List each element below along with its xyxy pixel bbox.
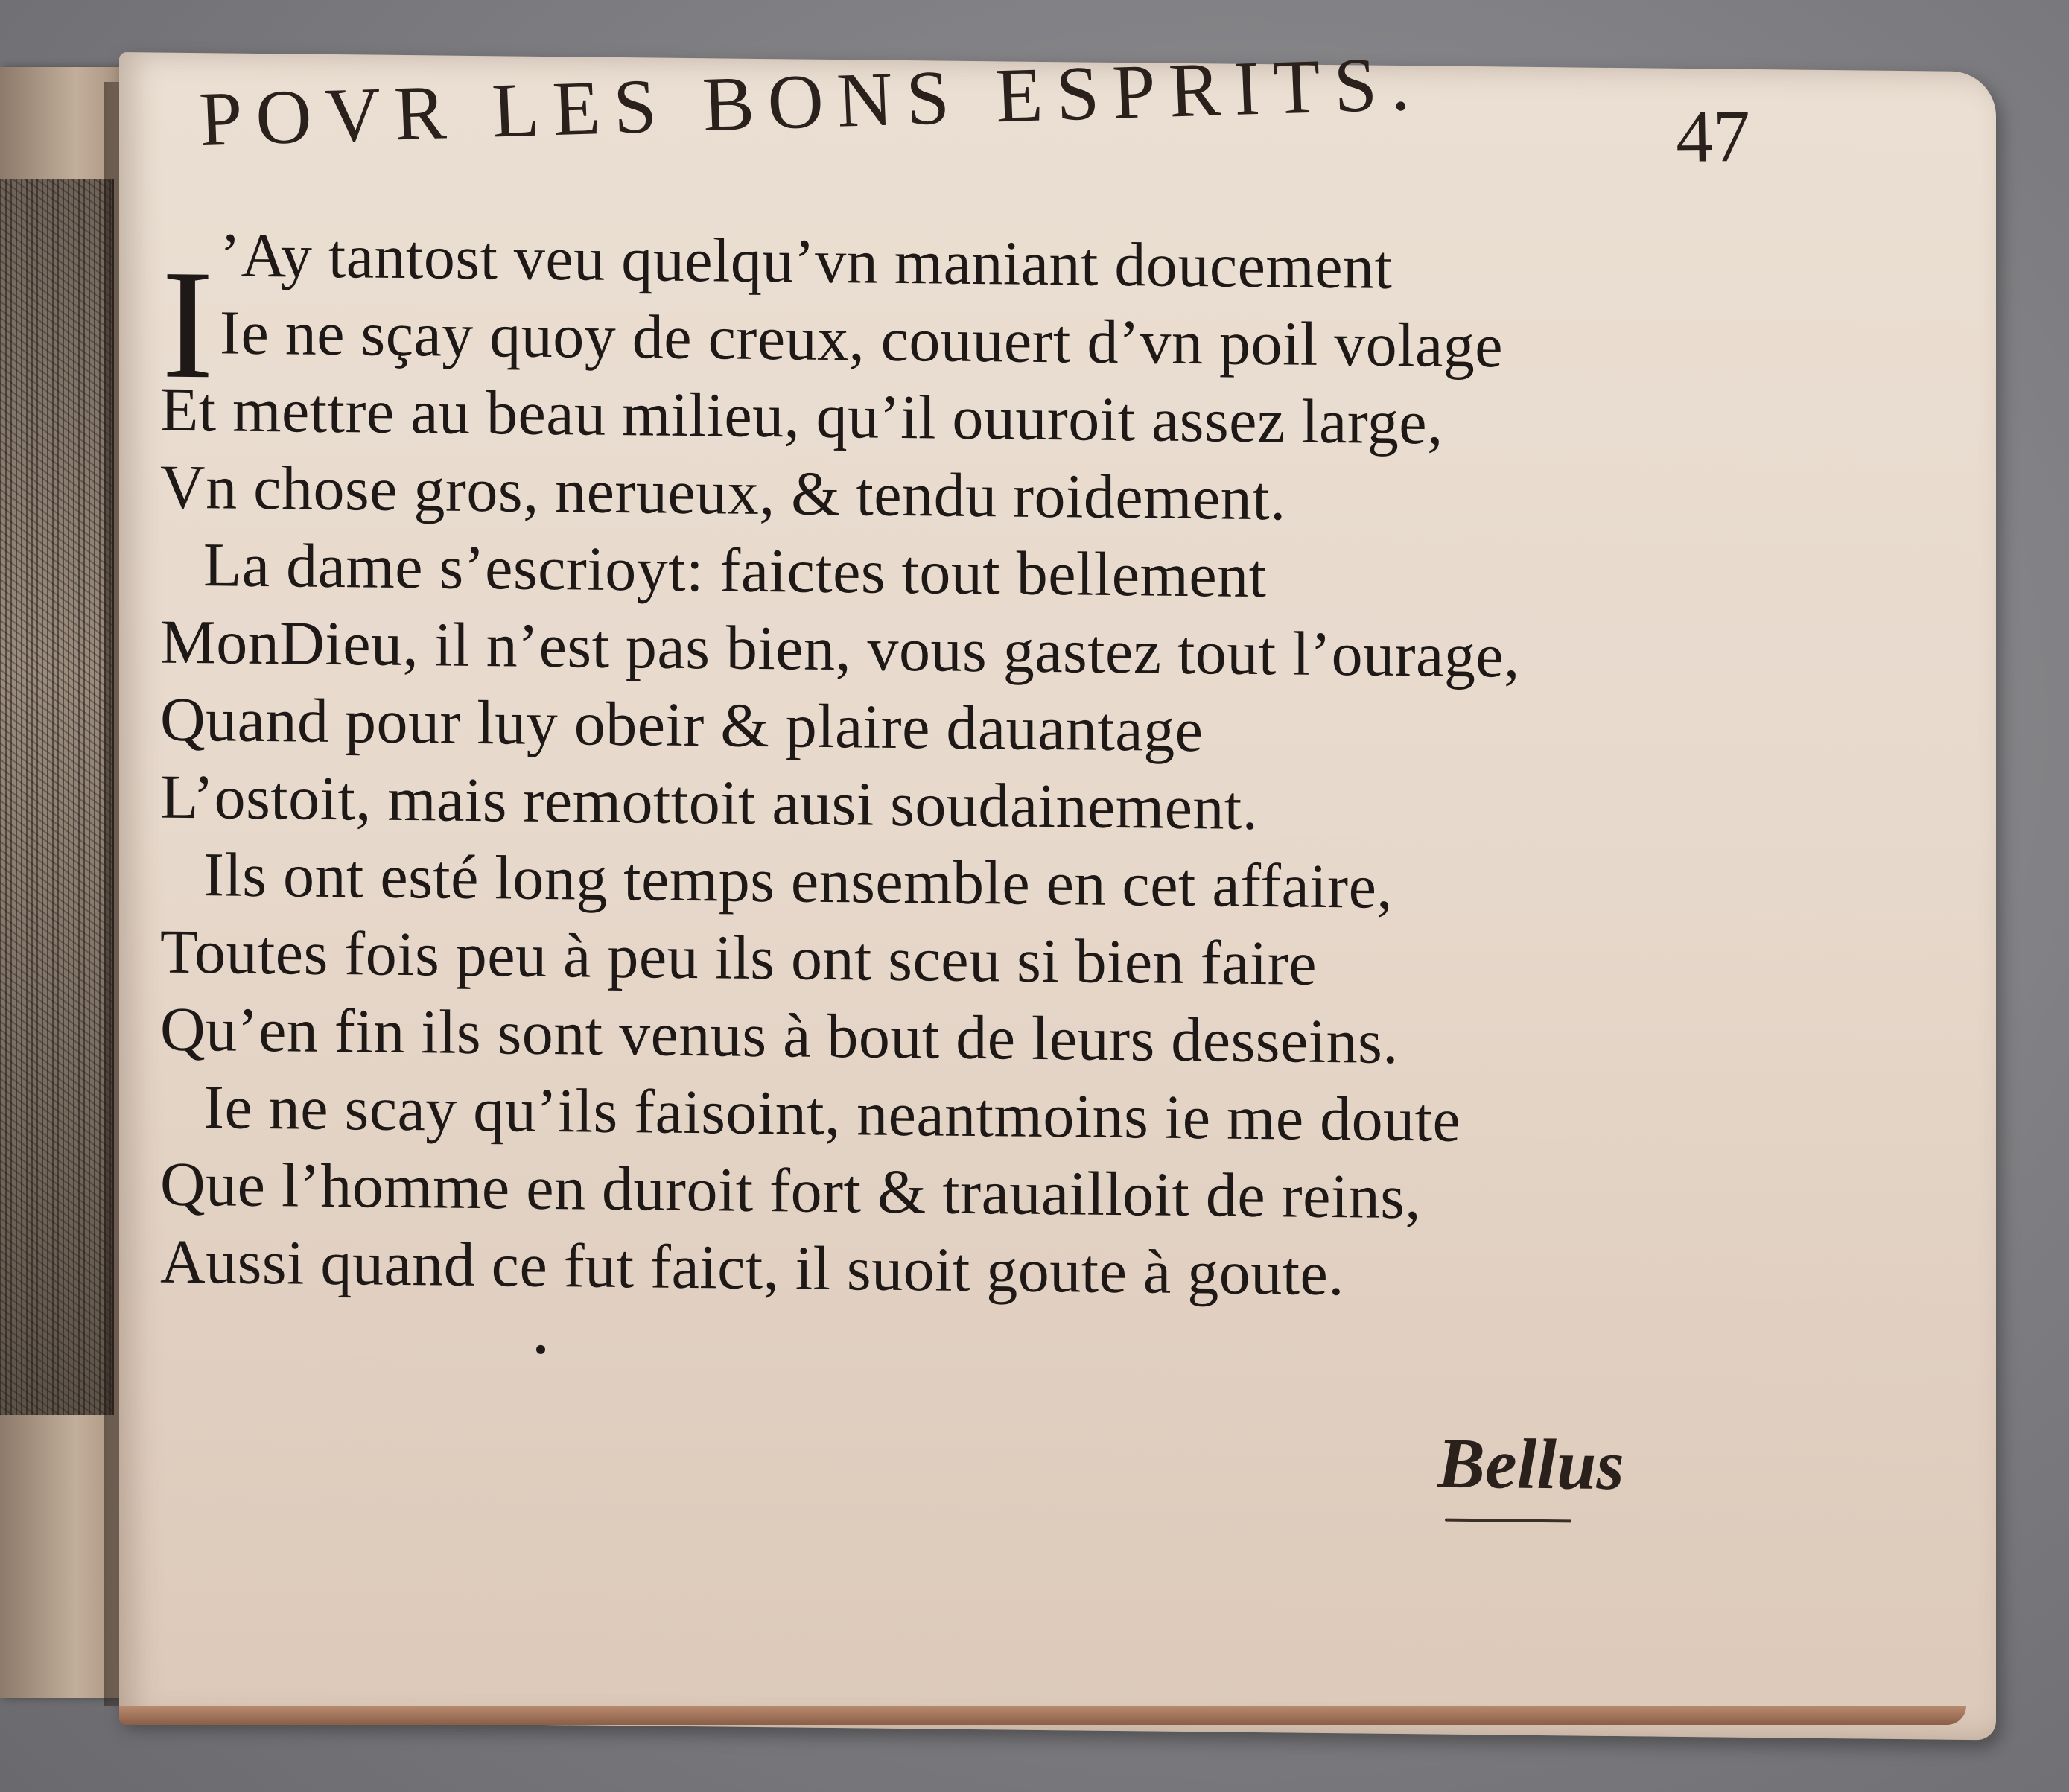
book-page [119,40,1996,1740]
verse-line: Toutes fois peu à peu ils ont sceu si bien faire [160,917,1318,999]
verse-line: Que l’homme en duroit fort & trauailloit de reins, [160,1149,1421,1233]
verse-line: Ils ont esté long temps ensemble en cet affaire, [203,840,1393,922]
page-number: 47 [1675,95,1751,178]
verse-line: MonDieu, il n’est pas bien, vous gastez tout l’ourage, [160,607,1520,691]
signature: Bellus [1437,1423,1624,1505]
verse-line: Ie ne scay qu’ils faisoint, neantmoins ie me doute [203,1073,1461,1155]
page-edge [119,1706,1966,1725]
verse-line: Aussi quand ce fut faict, il suoit goute à goute. [160,1227,1344,1309]
signature-underline [1445,1519,1571,1523]
running-head-title: POVR LES BONS ESPRITS. [197,40,1425,163]
ink-speck [536,1345,545,1354]
verse-line: Vn chose gros, nerueux, & tendu roidement. [160,452,1286,534]
verse-line: ’Ay tantost veu quelqu’vn maniant doucement [220,220,1393,302]
verse-line: La dame s’escrioyt: faictes tout bellement [203,530,1267,611]
verse-line: L’ostoit, mais remottoit ausi soudainement. [160,762,1259,844]
poem-body [160,217,1873,1319]
verse-line: Ie ne sçay quoy de creux, couuert d’vn poil volage [220,298,1504,381]
verse-line: Qu’en fin ils sont venus à bout de leurs desseins. [160,994,1399,1077]
drop-cap: I [162,238,214,412]
running-head [197,40,1765,180]
verse-line: Et mettre au beau milieu, qu’il ouuroit assez large, [160,375,1443,458]
verse-line: Quand pour luy obeir & plaire dauantage [160,684,1204,766]
engraving-illustration [0,179,114,1415]
